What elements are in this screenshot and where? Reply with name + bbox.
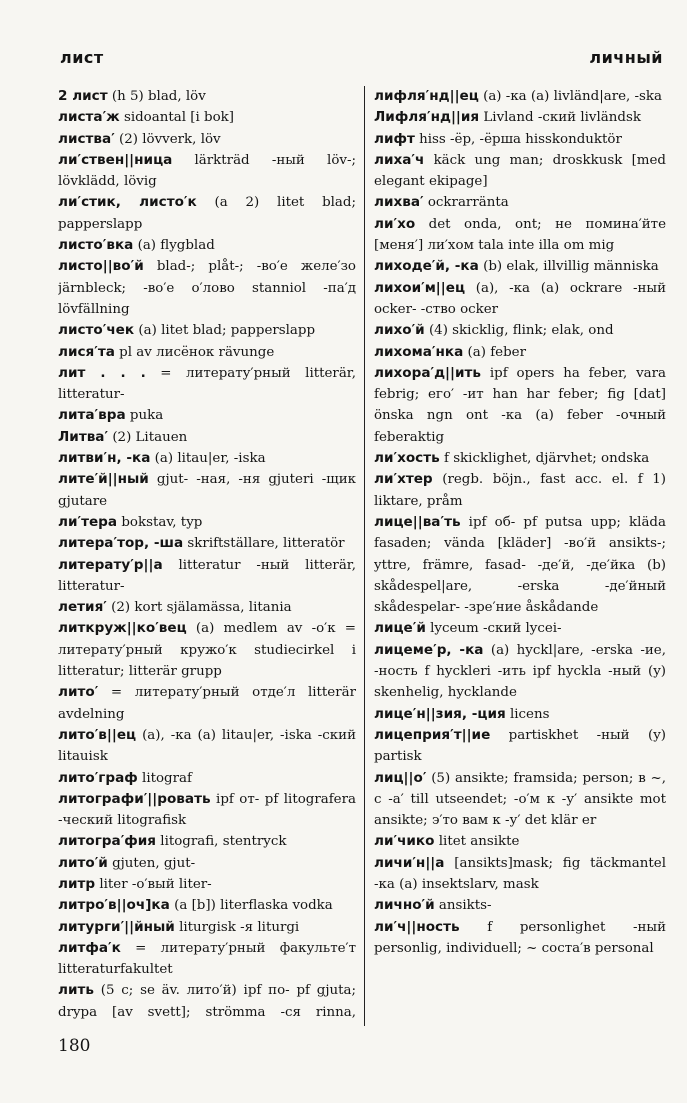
entry-headword: литографи′||ровать xyxy=(58,790,211,807)
dictionary-entry xyxy=(58,555,356,598)
dictionary-entry xyxy=(58,853,356,874)
dictionary-entry xyxy=(374,895,666,916)
dictionary-entry xyxy=(374,512,666,618)
entry-definition: lärkträd -ный löv-; lövklädd, lövig xyxy=(58,152,356,190)
dictionary-entry xyxy=(58,533,356,554)
entry-definition: gjut- -ная, -ня gjuteri -щик gjutare xyxy=(58,472,356,509)
entry-headword: литера′тор, -ша xyxy=(58,535,184,552)
entry-headword: лихома′нка xyxy=(374,343,464,360)
dictionary-entry xyxy=(58,150,356,193)
entry-definition: pl av лисёнок rävunge xyxy=(114,344,275,360)
entry-headword: лите′й||ный xyxy=(58,471,149,488)
entry-headword: лице′й xyxy=(374,620,426,637)
dictionary-entry xyxy=(374,618,666,639)
dictionary-entry xyxy=(374,256,666,277)
entry-definition: Livland -ский livländsk xyxy=(479,110,641,126)
entry-definition: käck ung man; droskkusk [med elegant ekipage] xyxy=(374,152,666,190)
entry-headword: лихои′м||ец xyxy=(374,279,466,296)
dictionary-entry xyxy=(58,427,356,448)
dictionary-entry xyxy=(58,256,356,320)
dictionary-entry xyxy=(58,405,356,426)
dictionary-entry xyxy=(58,512,356,533)
dictionary-entry xyxy=(58,448,356,469)
entry-definition: skriftställare, litteratör xyxy=(183,536,345,552)
entry-headword: лифт xyxy=(374,130,415,147)
entry-definition: (h 5) blad, löv xyxy=(107,89,206,104)
entry-headword: лихва′ xyxy=(374,194,424,211)
entry-headword: лито′в||ец xyxy=(58,726,137,743)
entry-definition: ockrarränta xyxy=(423,195,509,211)
entry-definition: (a) litet blad; papperslapp xyxy=(134,323,316,339)
dictionary-entry xyxy=(58,86,356,107)
entry-definition: (a) hyckl|are, -erska -ие, -ность f hyckleri -ить ipf hyckla -ный (y) skenhelig, hycklande xyxy=(374,642,666,701)
entry-definition: partiskhet -ный (y) partisk xyxy=(374,727,666,765)
entry-definition: = литерату′рный факульте′т litteraturfakultet xyxy=(58,940,356,978)
dictionary-entry xyxy=(374,469,666,512)
dictionary-entry xyxy=(58,874,356,895)
entry-definition: [ansikts]mask; fig täckmantel -ка (a) insektslarv, mask xyxy=(374,855,666,892)
entry-headword: лися′та xyxy=(58,343,115,360)
entry-headword: листва′ xyxy=(58,130,115,147)
dictionary-entry xyxy=(374,150,666,193)
entry-headword: ли′ч||ность xyxy=(374,918,460,935)
dictionary-entry xyxy=(58,597,356,618)
dictionary-entry xyxy=(58,917,356,938)
dictionary-entry xyxy=(374,320,666,341)
entry-definition: litteratur -ный litterär, litteratur- xyxy=(58,557,356,594)
dictionary-entry xyxy=(58,831,356,852)
entry-headword: ли′чико xyxy=(374,833,435,850)
dictionary-entry xyxy=(374,725,666,768)
entry-headword: литогра′фия xyxy=(58,833,157,850)
entry-headword: Литва′ xyxy=(58,428,109,445)
entry-headword: лице||ва′ть xyxy=(374,513,461,530)
entry-headword: литро′в||оч]ка xyxy=(58,897,170,914)
right-column xyxy=(374,86,666,1023)
dictionary-entry xyxy=(58,192,356,235)
dictionary-entry xyxy=(374,192,666,213)
entry-definition: hiss -ёр, -ёрша hisskonduktör xyxy=(414,131,622,147)
entry-definition: ipf opers ha feber, vara febrig; его′ -ит han har feber; fig [dat] önska ngn ont -ка (a) feber -очный feberaktig xyxy=(374,365,666,445)
entry-definition: = литерату′рный litterär, litteratur- xyxy=(58,365,356,403)
dictionary-entry xyxy=(58,938,356,981)
entry-definition: ansikts- xyxy=(434,898,492,914)
entry-definition: (a), -ка (a) litau|er, -iska -ский litauisk xyxy=(58,727,356,765)
header-left-guide-word: лист xyxy=(60,48,104,67)
entry-definition: (a) medlem av -о′к = литерату′рный кружо′к studiecirkel i litteratur; litterär grupp xyxy=(58,621,356,680)
entry-headword: литр xyxy=(58,875,96,892)
entry-headword: ли′тера xyxy=(58,513,118,530)
entry-headword: лихора′д||ить xyxy=(374,364,481,381)
entry-headword: лито′граф xyxy=(58,769,138,786)
entry-headword: Лифля′нд||ия xyxy=(374,109,480,126)
column-divider xyxy=(364,86,365,1026)
dictionary-entry xyxy=(374,853,666,896)
entry-headword: ли′ствен||ница xyxy=(58,151,173,168)
entry-definition: (4) skicklig, flink; elak, ond xyxy=(424,323,614,339)
entry-headword: литви′н, -ка xyxy=(58,450,151,467)
entry-definition: (2) kort själamässa, litania xyxy=(106,600,292,616)
running-head xyxy=(60,48,663,67)
entry-headword: ли′хо xyxy=(374,215,416,232)
entry-headword: лифля′нд||ец xyxy=(374,88,479,104)
entry-definition: (a [b]) literflaska vodka xyxy=(169,898,333,914)
entry-definition: = литерату′рный отде′л litterär avdelning xyxy=(58,685,356,722)
entry-definition: (a), -ка (a) ockrare -ный ocker- -ство ocker xyxy=(374,280,666,317)
dictionary-entry xyxy=(58,682,356,725)
entry-headword: лично′й xyxy=(374,897,435,914)
dictionary-entry xyxy=(58,895,356,916)
header-right-guide-word: личный xyxy=(589,48,663,67)
dictionary-entry xyxy=(58,320,356,341)
dictionary-entry xyxy=(374,768,666,832)
entry-headword: личи′н||а xyxy=(374,854,445,871)
dictionary-entry xyxy=(58,363,356,406)
dictionary-entry xyxy=(374,214,666,257)
entry-headword: ли′хость xyxy=(374,450,440,467)
entry-headword: лито′ xyxy=(58,684,99,701)
entry-definition: ipf от- pf litografera -ческий litografisk xyxy=(58,791,356,829)
entry-headword: 2 лист xyxy=(58,88,108,104)
entry-definition: liter -о′вый liter- xyxy=(95,876,212,892)
entry-headword: листо||во′й xyxy=(58,258,144,275)
dictionary-entry xyxy=(58,980,356,1023)
entry-definition: sidoantal [i bok] xyxy=(119,110,234,126)
entry-headword: лиха′ч xyxy=(374,151,425,168)
entry-definition: (regb. böjn., fast acc. el. f 1) liktare, pråm xyxy=(374,472,666,509)
dictionary-entry xyxy=(374,363,666,448)
entry-definition: puka xyxy=(125,408,164,424)
entry-headword: лице′н||зия, -ция xyxy=(374,705,506,722)
entry-definition: (5) ansikte; framsida; person; в ~, с -а′ till utseendet; -о′м к -у′ ansikte mot ansikte; э′то вам к -у′ det klär er xyxy=(374,770,666,829)
entry-headword: лит . . . xyxy=(58,364,146,381)
entry-definition: lyceum -ский lycei- xyxy=(425,621,562,637)
dictionary-entry xyxy=(374,640,666,704)
dictionary-entry xyxy=(58,469,356,512)
dictionary-entry xyxy=(374,129,666,150)
entry-headword: листо′чек xyxy=(58,322,135,339)
dictionary-entry xyxy=(374,448,666,469)
entry-headword: листа′ж xyxy=(58,109,120,126)
entry-definition: (a) feber xyxy=(463,344,526,360)
entry-definition: licens xyxy=(505,706,550,722)
entry-headword: лита′вра xyxy=(58,407,126,424)
entry-definition: litograf xyxy=(137,770,192,786)
entry-definition: litet ansikte xyxy=(434,834,520,850)
entry-definition: (a) -ка (a) livländ|are, -ska xyxy=(478,89,663,104)
dictionary-entry xyxy=(374,917,666,960)
entry-definition: (2) Litauen xyxy=(108,429,188,445)
left-column xyxy=(58,86,356,1023)
dictionary-entry xyxy=(374,86,666,107)
entry-definition: gjuten, gjut- xyxy=(107,855,196,871)
entry-definition: det onda, ont; не помина′йте [меня′] ли′хом tala inte illa om mig xyxy=(374,216,666,254)
page-number: 180 xyxy=(58,1036,91,1056)
entry-headword: лицеме′р, -ка xyxy=(374,641,484,658)
entry-definition: liturgisk -я liturgi xyxy=(174,919,300,935)
dictionary-entry xyxy=(58,129,356,150)
entry-headword: лито′й xyxy=(58,854,108,871)
dictionary-entry xyxy=(58,725,356,768)
entry-definition: (2) lövverk, löv xyxy=(114,131,221,147)
entry-headword: литурги′||йный xyxy=(58,918,175,935)
entry-headword: летия′ xyxy=(58,599,107,616)
entry-headword: лиц||о′ xyxy=(374,769,427,786)
dictionary-entry xyxy=(58,107,356,128)
entry-headword: лицеприя′т||ие xyxy=(374,726,491,743)
entry-headword: листо′вка xyxy=(58,237,134,254)
dictionary-entry xyxy=(374,107,666,128)
entry-definition: f personlighet -ный personlig, individuell; ~ соста′в personal xyxy=(374,919,666,956)
entry-definition: litografi, stentryck xyxy=(156,834,287,850)
dictionary-entry xyxy=(58,342,356,363)
dictionary-entry xyxy=(58,618,356,682)
entry-definition: (5 c; se äv. лито′й) ipf по- pf gjuta; drypa [av svett]; strömma -ся rinna, xyxy=(58,983,356,1020)
dictionary-entry xyxy=(374,278,666,321)
entry-definition: ipf об- pf putsa upp; kläda fasaden; vända [kläder] -во′й ansikts-; yttre, främre, fasad- -де′й, -де′йка (b) skådespel|are, -erska -де′йный skådespelar- -зре′ние åskådande xyxy=(374,514,666,616)
entry-definition: (a 2) litet blad; papperslapp xyxy=(58,195,356,232)
entry-definition: (a) flygblad xyxy=(133,238,215,254)
entry-headword: лить xyxy=(58,982,94,999)
entry-headword: литфа′к xyxy=(58,939,121,956)
dictionary-entry xyxy=(58,235,356,256)
entry-definition: (a) litau|er, -iska xyxy=(150,451,266,467)
entry-headword: лиходе′й, -ка xyxy=(374,258,479,275)
entry-definition: bokstav, typ xyxy=(117,514,203,530)
entry-headword: ли′хтер xyxy=(374,471,433,488)
dictionary-entry xyxy=(58,768,356,789)
entry-definition: (b) elak, illvillig människa xyxy=(478,259,659,275)
entry-definition: f skicklighet, djärvhet; ondska xyxy=(439,451,650,467)
dictionary-entry xyxy=(374,704,666,725)
entry-headword: ли′стик, листо′к xyxy=(58,194,197,211)
entry-headword: лихо′й xyxy=(374,322,425,339)
entry-headword: литкруж||ко′вец xyxy=(58,620,187,637)
entry-headword: литерату′р||а xyxy=(58,556,163,573)
dictionary-entry xyxy=(58,789,356,832)
dictionary-entry xyxy=(374,831,666,852)
dictionary-entry xyxy=(374,342,666,363)
entry-definition: blad-; plåt-; -во′е желе′зо järnbleck; -во′е о′лово stanniol -па′д lövfällning xyxy=(58,259,356,317)
